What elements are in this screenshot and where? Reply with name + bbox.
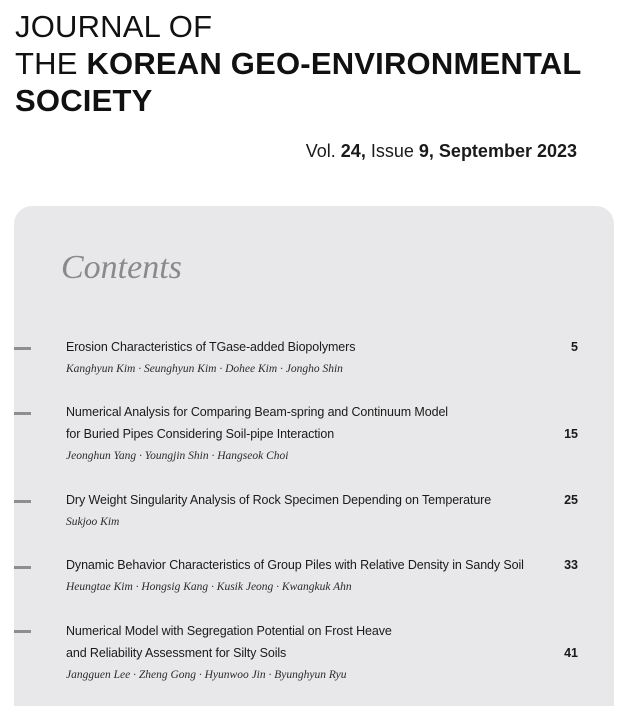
page-number: 41	[564, 646, 578, 660]
article-title-line-2[interactable]: for Buried Pipes Considering Soil-pipe Interaction	[66, 427, 335, 441]
article-authors: Jeonghun Yang · Youngjin Shin · Hangseok Choi	[66, 450, 289, 462]
entry-dash-marker	[14, 630, 31, 633]
journal-title-line-1: JOURNAL OF	[15, 9, 213, 44]
page-number: 5	[571, 340, 578, 354]
article-authors: Sukjoo Kim	[66, 516, 120, 528]
page-number: 25	[564, 493, 578, 507]
issue-number: 9,	[418, 141, 434, 161]
article-authors: Kanghyun Kim · Seunghyun Kim · Dohee Kim · Jongho Shin	[66, 363, 343, 375]
entry-dash-marker	[14, 566, 31, 569]
issue-date: September 2023	[438, 141, 577, 161]
entry-dash-marker	[14, 347, 31, 350]
journal-title-line-3: SOCIETY	[15, 83, 153, 118]
article-title[interactable]: Erosion Characteristics of TGase-added Biopolymers	[66, 340, 356, 354]
vol-label: Vol.	[305, 141, 336, 161]
page-number: 33	[564, 558, 578, 572]
article-title[interactable]: Dynamic Behavior Characteristics of Group Piles with Relative Density in Sandy Soil	[66, 558, 524, 572]
issue-label: Issue	[370, 141, 414, 161]
entry-dash-marker	[14, 500, 31, 503]
entry-dash-marker	[14, 412, 31, 415]
article-title-line-2[interactable]: and Reliability Assessment for Silty Soils	[66, 646, 287, 660]
article-authors: Jangguen Lee · Zheng Gong · Hyunwoo Jin · Byunghyun Ryu	[66, 669, 347, 681]
page-number: 15	[564, 427, 578, 441]
article-title-line-1[interactable]: Numerical Analysis for Comparing Beam-spring and Continuum Model	[66, 405, 448, 419]
vol-number: 24,	[340, 141, 366, 161]
contents-heading: Contents	[61, 249, 182, 286]
article-title[interactable]: Dry Weight Singularity Analysis of Rock Specimen Depending on Temperature	[66, 493, 492, 507]
journal-title-line-2: THE KOREAN GEO-ENVIRONMENTAL	[15, 46, 582, 81]
article-authors: Heungtae Kim · Hongsig Kang · Kusik Jeong · Kwangkuk Ahn	[66, 581, 352, 593]
journal-title	[15, 8, 625, 119]
article-title-line-1[interactable]: Numerical Model with Segregation Potential on Frost Heave	[66, 624, 392, 638]
issue-info	[306, 141, 577, 162]
